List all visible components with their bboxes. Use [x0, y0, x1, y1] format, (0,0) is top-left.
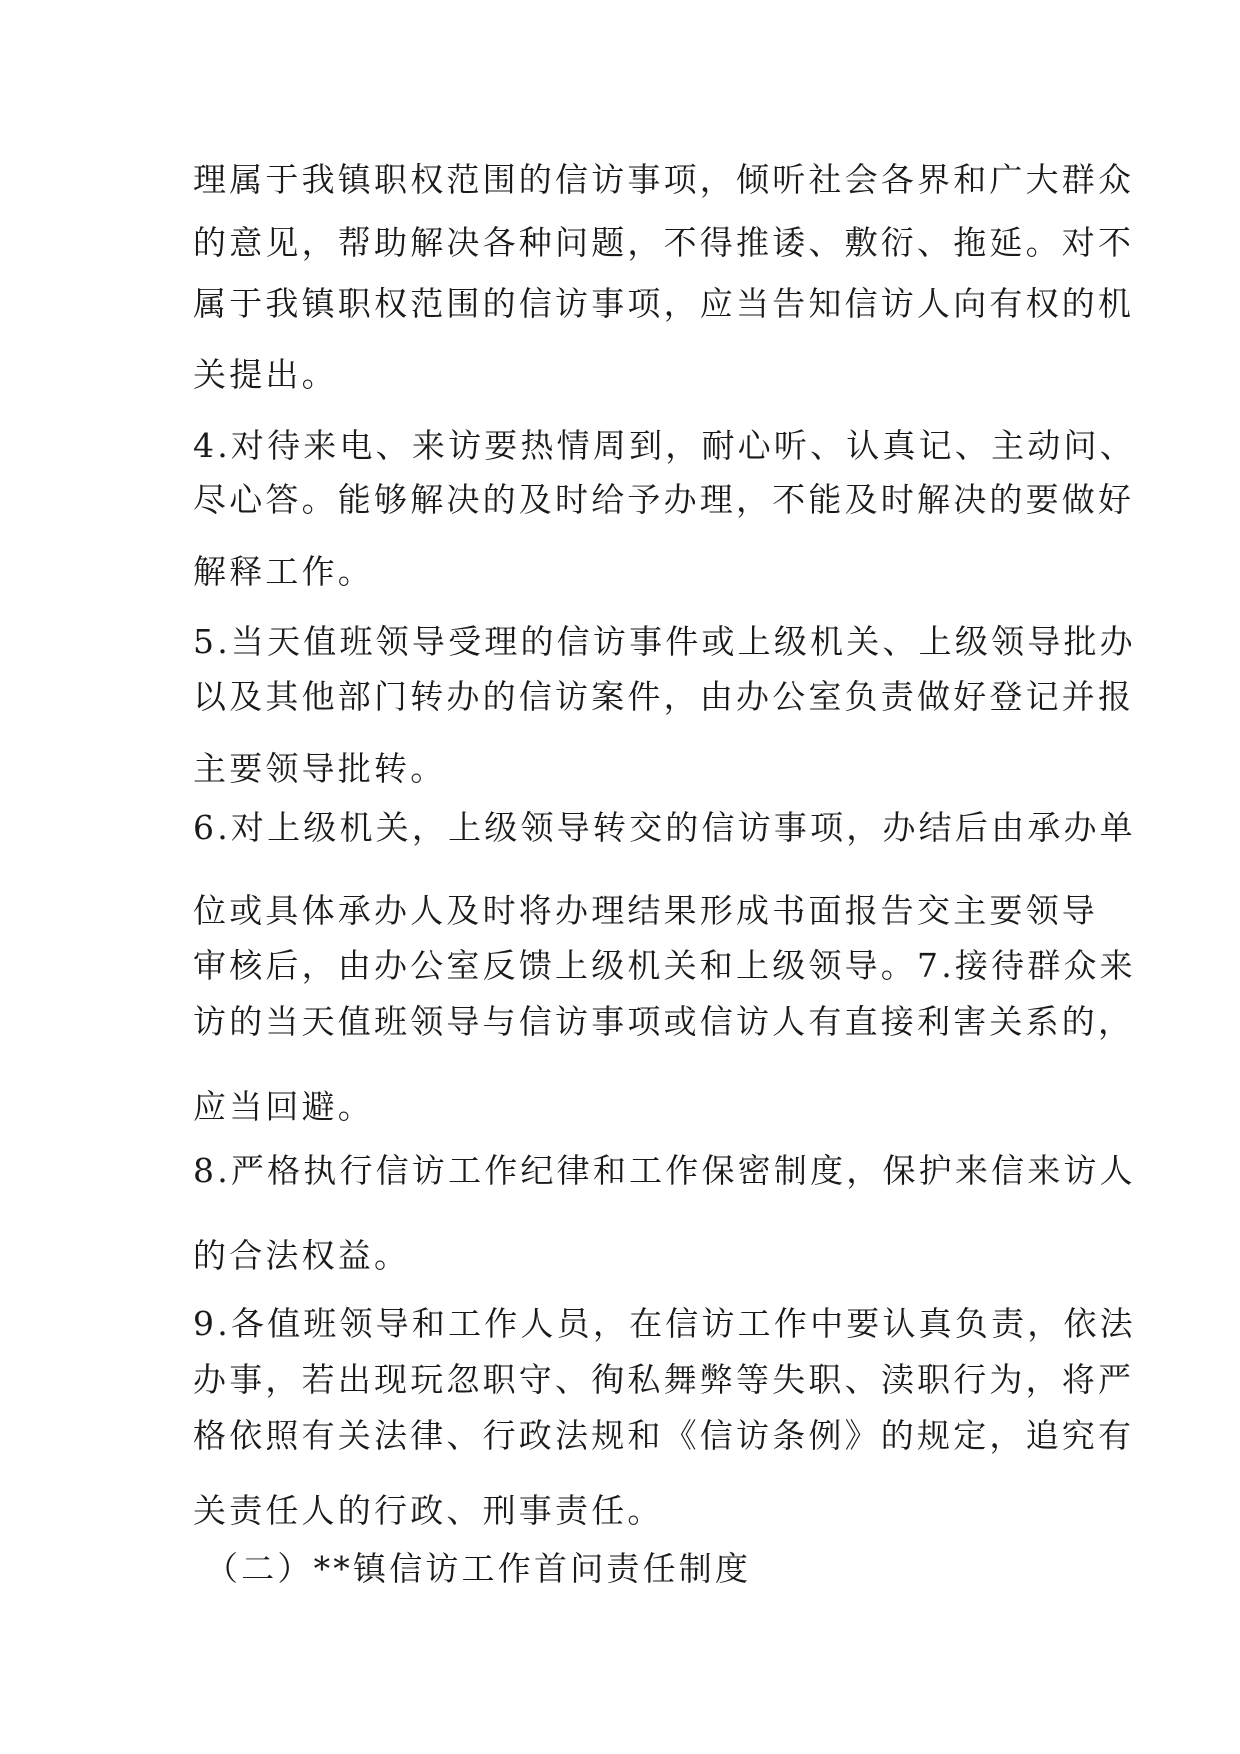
paragraph-line: 办事，若出现玩忽职守、徇私舞弊等失职、渎职行为，将严 — [193, 1360, 1135, 1399]
paragraph-line: 格依照有关法律、行政法规和《信访条例》的规定，追究有 — [193, 1416, 1135, 1455]
paragraph-line: 属于我镇职权范围的信访事项，应当告知信访人向有权的机 — [193, 284, 1135, 323]
paragraph-line: 6.对上级机关，上级领导转交的信访事项，办结后由承办单 — [193, 808, 1136, 847]
paragraph-line: 以及其他部门转办的信访案件，由办公室负责做好登记并报 — [193, 677, 1135, 716]
paragraph-line: 关提出。 — [193, 355, 338, 394]
paragraph-line: 尽心答。能够解决的及时给予办理，不能及时解决的要做好 — [193, 480, 1135, 519]
paragraph-line: 位或具体承办人及时将办理结果形成书面报告交主要领导 — [193, 891, 1098, 930]
paragraph-line: 解释工作。 — [193, 552, 374, 591]
paragraph-line: 主要领导批转。 — [193, 749, 447, 788]
paragraph-line: 应当回避。 — [193, 1087, 374, 1126]
paragraph-line: 9.各值班领导和工作人员，在信访工作中要认真负责，依法 — [193, 1304, 1136, 1343]
paragraph-line: 的合法权益。 — [193, 1236, 411, 1275]
paragraph-line: 5.当天值班领导受理的信访事件或上级机关、上级领导批办 — [193, 622, 1136, 661]
paragraph-line: 8.严格执行信访工作纪律和工作保密制度，保护来信来访人 — [193, 1151, 1136, 1190]
paragraph-line: 关责任人的行政、刑事责任。 — [193, 1491, 664, 1530]
paragraph-line: 审核后，由办公室反馈上级机关和上级领导。7.接待群众来 — [193, 946, 1136, 985]
paragraph-line: 理属于我镇职权范围的信访事项，倾听社会各界和广大群众 — [193, 160, 1135, 199]
section-heading: （二）**镇信访工作首问责任制度 — [205, 1549, 752, 1588]
paragraph-line: 访的当天值班领导与信访事项或信访人有直接利害关系的， — [193, 1002, 1135, 1041]
paragraph-line: 的意见，帮助解决各种问题，不得推诿、敷衍、拖延。对不 — [193, 223, 1135, 262]
paragraph-line: 4.对待来电、来访要热情周到，耐心听、认真记、主动问、 — [193, 426, 1136, 465]
